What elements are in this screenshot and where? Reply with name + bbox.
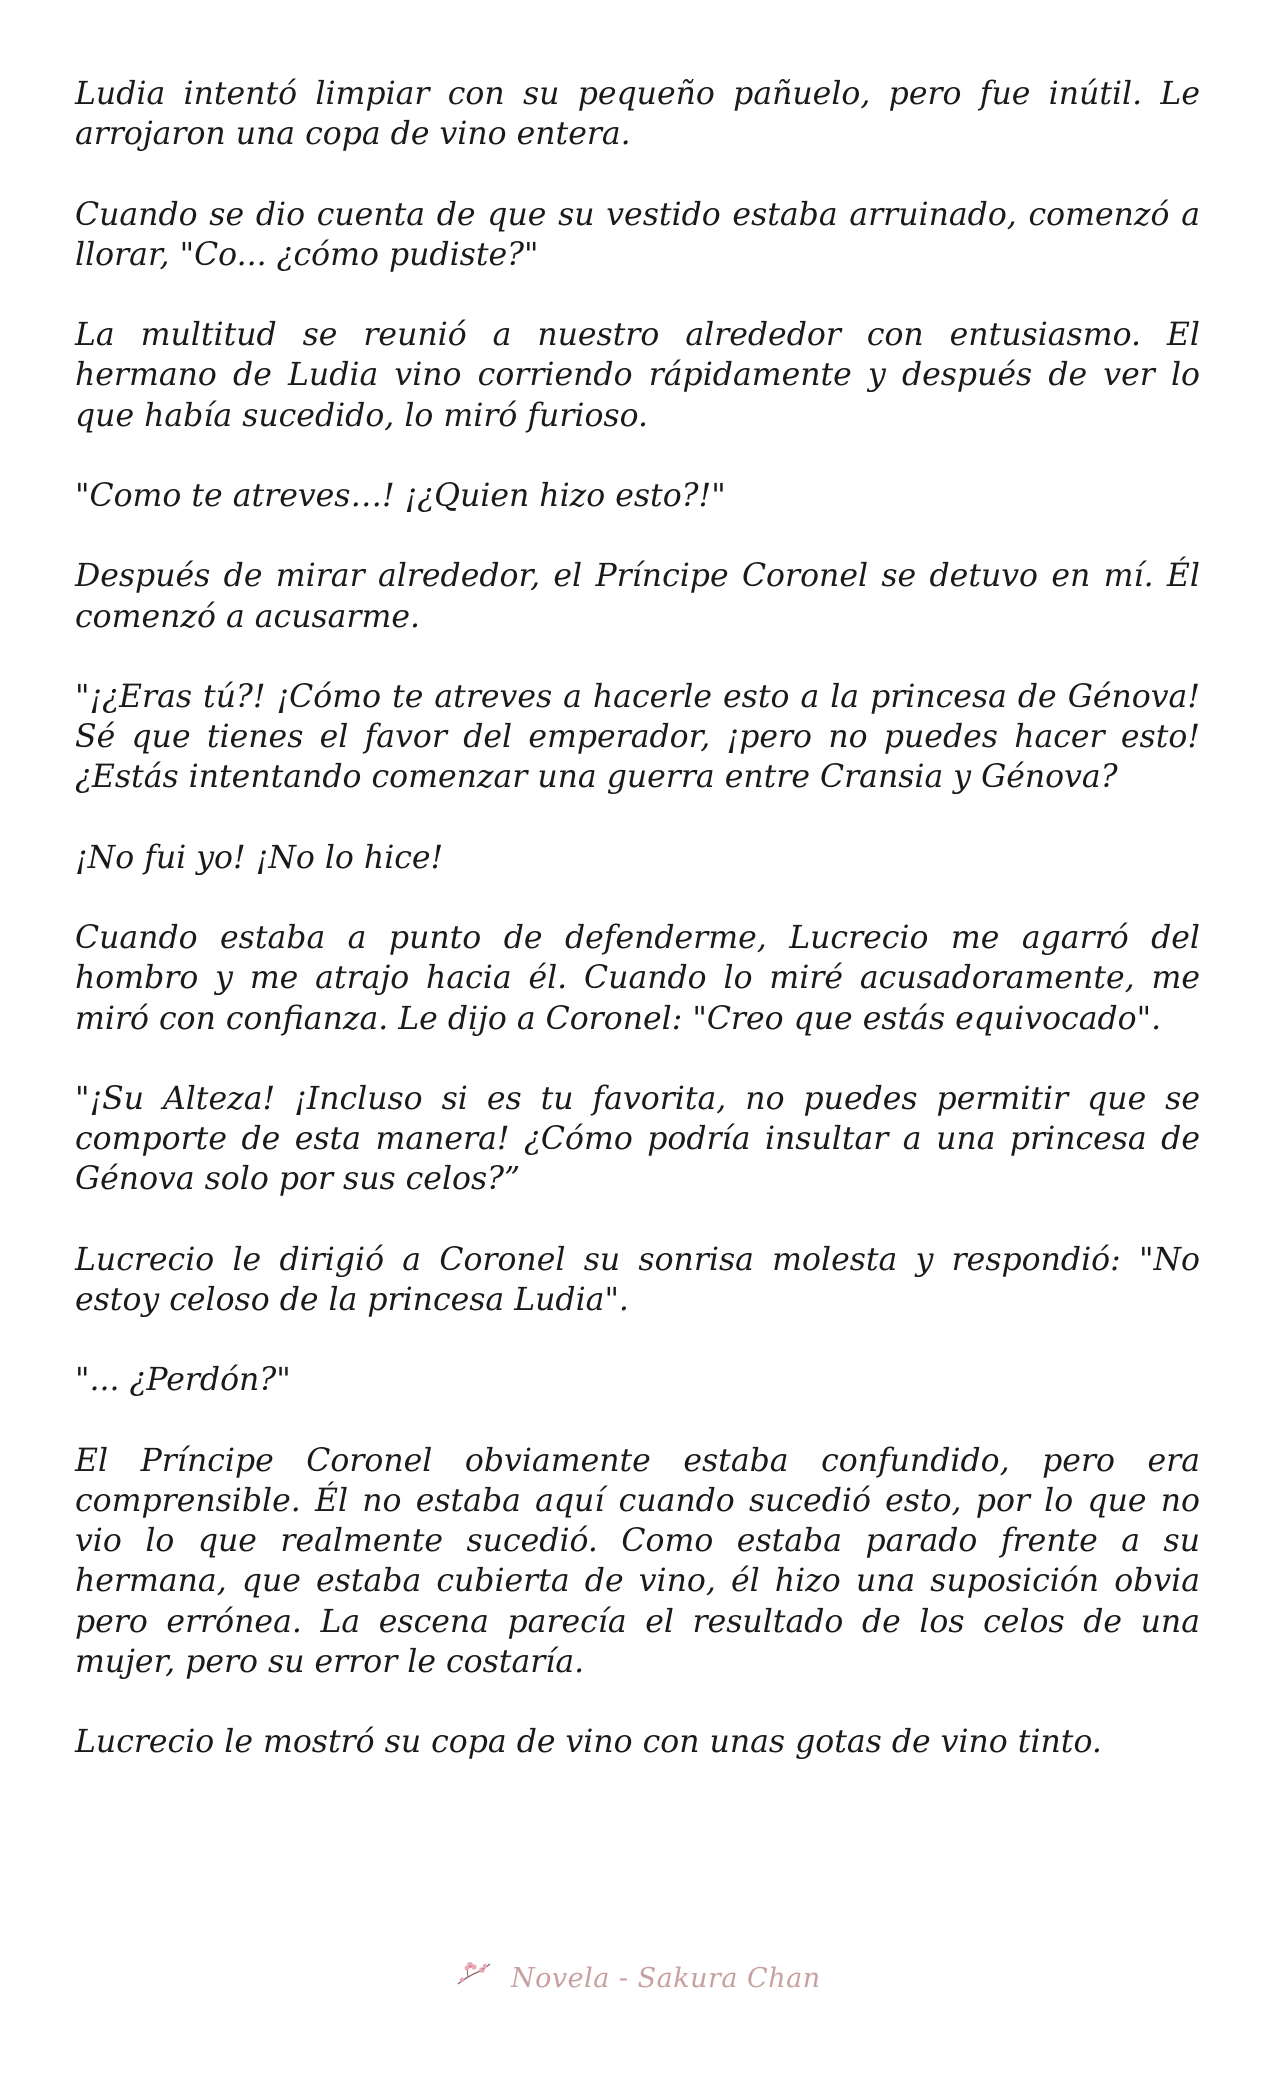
paragraph-10: Lucrecio le dirigió a Coronel su sonrisa molesta y respondió: "No estoy celoso de la princesa Ludia". bbox=[75, 1241, 1200, 1318]
paragraph-4: "Como te atreves…! ¡¿Quien hizo esto?!" bbox=[75, 477, 726, 514]
paragraph-11: "... ¿Perdón?" bbox=[75, 1362, 291, 1399]
paragraph-13: Lucrecio le mostró su copa de vino con unas gotas de vino tinto. bbox=[75, 1724, 1102, 1761]
watermark-footer bbox=[0, 1958, 1275, 1999]
paragraph-3: La multitud se reunió a nuestro alrededor con entusiasmo. El hermano de Ludia vino corriendo rápidamente y después de ver lo que había sucedido, lo miró furioso. bbox=[75, 317, 1200, 434]
paragraph-6: "¡¿Eras tú?! ¡Cómo te atreves a hacerle esto a la princesa de Génova! Sé que tienes el favor del emperador, ¡pero no puedes hacer esto! ¿Estás intentando comenzar una guerra entre Cransia y Génova? bbox=[75, 678, 1200, 796]
paragraph-7: ¡No fui yo! ¡No lo hice! bbox=[75, 839, 444, 876]
paragraph-8: Cuando estaba a punto de defenderme, Lucrecio me agarró del hombro y me atrajo hacia él. Cuando lo miré acusadoramente, me miró con confianza. Le dijo a Coronel: "Creo que estás equivocado". bbox=[75, 920, 1200, 1037]
document-body bbox=[75, 74, 1200, 1803]
sakura-blossom-icon bbox=[454, 1958, 494, 1999]
paragraph-9: "¡Su Alteza! ¡Incluso si es tu favorita, no puedes permitir que se comporte de esta manera! ¿Cómo podría insultar a una princesa de Génova solo por sus celos?” bbox=[75, 1080, 1200, 1198]
paragraph-5: Después de mirar alrededor, el Príncipe Coronel se detuvo en mí. Él comenzó a acusarme. bbox=[75, 558, 1200, 635]
watermark-text: Novela - Sakura Chan bbox=[510, 1963, 821, 1994]
paragraph-2: Cuando se dio cuenta de que su vestido estaba arruinado, comenzó a llorar, "Co... ¿cómo pudiste?" bbox=[75, 196, 1200, 273]
paragraph-1: Ludia intentó limpiar con su pequeño pañuelo, pero fue inútil. Le arrojaron una copa de vino entera. bbox=[75, 76, 1200, 153]
paragraph-12: El Príncipe Coronel obviamente estaba confundido, pero era comprensible. Él no estaba aquí cuando sucedió esto, por lo que no vio lo que realmente sucedió. Como estaba parado frente a su hermana, que estaba cubierta de vino, él hizo una suposición obvia pero errónea. La escena parecía el resultado de los celos de una mujer, pero su error le costaría. bbox=[75, 1442, 1200, 1680]
